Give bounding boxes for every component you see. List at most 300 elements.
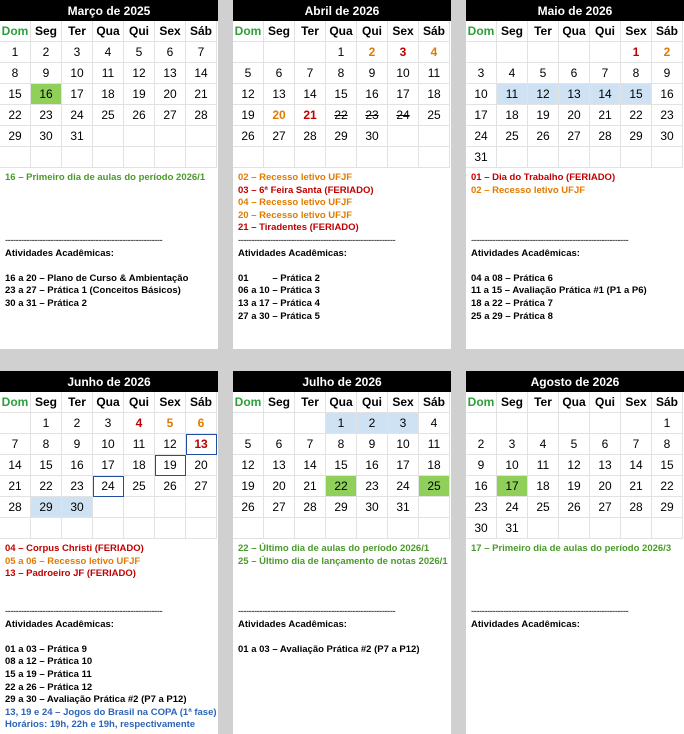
day-cell: 20: [264, 105, 295, 126]
activity-item: 15 a 19 – Prática 11: [5, 668, 92, 680]
event-note: 22 – Último dia de aulas do período 2026/1: [238, 543, 430, 554]
day-cell: 23: [31, 105, 62, 126]
day-cell: 26: [233, 497, 264, 518]
day-cell: 26: [124, 105, 155, 126]
blank-line: [238, 260, 446, 273]
empty-day-cell: [93, 518, 124, 539]
activity-item: 25 a 29 – Prática 8: [471, 310, 553, 322]
day-cell: 5: [528, 63, 559, 84]
weekday-header: Ter: [528, 21, 559, 42]
day-cell: 5: [233, 63, 264, 84]
day-cell: 11: [419, 63, 450, 84]
event-note: 04 – Corpus Christi (FERIADO): [5, 543, 144, 554]
day-cell: 13: [559, 84, 590, 105]
empty-day-cell: [466, 42, 497, 63]
day-cell: 5: [233, 434, 264, 455]
day-cell: 12: [559, 455, 590, 476]
empty-day-cell: [186, 497, 217, 518]
day-cell: 7: [295, 63, 326, 84]
activity-item: 01 a 03 – Prática 9: [5, 643, 87, 655]
day-cell: 23: [62, 476, 93, 497]
day-cell: 18: [124, 455, 155, 476]
day-cell: 20: [559, 105, 590, 126]
day-cell: 25: [124, 476, 155, 497]
day-cell: 11: [419, 434, 450, 455]
empty-day-cell: [528, 147, 559, 168]
empty-day-cell: [233, 518, 264, 539]
empty-day-cell: [559, 147, 590, 168]
empty-day-cell: [528, 42, 559, 63]
weekday-header: Sex: [388, 21, 419, 42]
day-cell: 28: [0, 497, 31, 518]
weekday-header: Qui: [590, 392, 621, 413]
day-cell: 24: [62, 105, 93, 126]
day-cell: 31: [497, 518, 528, 539]
empty-day-cell: [419, 147, 450, 168]
day-cell: 30: [652, 126, 683, 147]
activity-item: 23 a 27 – Prática 1 (Conceitos Básicos): [5, 285, 181, 297]
day-cell: 30: [357, 497, 388, 518]
weekday-header: Qua: [326, 392, 357, 413]
day-cell: 31: [388, 497, 419, 518]
empty-day-cell: [419, 518, 450, 539]
day-cell: 25: [497, 126, 528, 147]
day-cell: 11: [497, 84, 528, 105]
notes-section: [466, 539, 684, 644]
month-title: Maio de 2026: [466, 0, 684, 21]
day-cell: 2: [357, 42, 388, 63]
day-cell: 14: [186, 63, 217, 84]
day-cell: 27: [155, 105, 186, 126]
day-cell: 1: [652, 413, 683, 434]
weekday-header: Ter: [62, 21, 93, 42]
day-cell: 24: [93, 476, 124, 497]
activities-title: Atividades Acadêmicas:: [238, 247, 347, 259]
day-cell: 7: [590, 63, 621, 84]
day-cell: 29: [652, 497, 683, 518]
separator-line: -----------------------------------------------------------: [5, 605, 163, 617]
activities-title: Atividades Acadêmicas:: [238, 618, 347, 630]
weekday-header: Sex: [388, 392, 419, 413]
day-cell: 29: [0, 126, 31, 147]
empty-day-cell: [652, 518, 683, 539]
weekday-header: Qui: [357, 21, 388, 42]
blank-line: [238, 568, 446, 581]
day-cell: 15: [652, 455, 683, 476]
day-cell: 30: [357, 126, 388, 147]
empty-day-cell: [124, 126, 155, 147]
day-cell: 24: [466, 126, 497, 147]
event-note: 16 – Primeiro dia de aulas do período 2026/1: [5, 172, 206, 183]
month-title: Julho de 2026: [233, 371, 451, 392]
blank-line: [5, 185, 213, 198]
day-cell: 1: [31, 413, 62, 434]
blank-line: [471, 593, 679, 606]
weekday-header: Sáb: [186, 21, 217, 42]
separator-line: -----------------------------------------------------------: [238, 234, 396, 246]
empty-day-cell: [155, 126, 186, 147]
day-cell: 17: [466, 105, 497, 126]
day-cell: 4: [93, 42, 124, 63]
activity-item: 30 a 31 – Prática 2: [5, 297, 87, 309]
day-cell: 29: [621, 126, 652, 147]
empty-day-cell: [155, 497, 186, 518]
separator-line: -----------------------------------------------------------: [238, 605, 396, 617]
activity-item: 16 a 20 – Plano de Curso & Ambientação: [5, 272, 189, 284]
calendar-grid: [0, 21, 218, 168]
day-cell: 14: [295, 455, 326, 476]
empty-day-cell: [590, 518, 621, 539]
event-note: 03 – 6ª Feira Santa (FERIADO): [238, 184, 374, 196]
weekday-header: Qui: [124, 21, 155, 42]
day-cell: 22: [326, 476, 357, 497]
event-note: 02 – Recesso letivo UFJF: [238, 172, 353, 183]
month-title: Agosto de 2026: [466, 371, 684, 392]
notes-section: [466, 168, 684, 323]
day-cell: 2: [466, 434, 497, 455]
day-cell: 12: [233, 455, 264, 476]
day-cell: 15: [621, 84, 652, 105]
day-cell: 3: [62, 42, 93, 63]
empty-day-cell: [590, 413, 621, 434]
blank-line: [238, 631, 446, 644]
day-cell: 20: [264, 476, 295, 497]
blank-line: [5, 631, 213, 644]
activities-title: Atividades Acadêmicas:: [471, 618, 580, 630]
empty-day-cell: [155, 518, 186, 539]
day-cell: 19: [528, 105, 559, 126]
day-cell: 10: [466, 84, 497, 105]
empty-day-cell: [528, 518, 559, 539]
day-cell: 20: [155, 84, 186, 105]
day-cell: 13: [264, 84, 295, 105]
day-cell: 16: [466, 476, 497, 497]
weekday-header: Seg: [264, 21, 295, 42]
day-cell: 13: [264, 455, 295, 476]
day-cell: 6: [559, 63, 590, 84]
weekday-header: Seg: [497, 392, 528, 413]
blank-line: [238, 593, 446, 606]
day-cell: 18: [419, 84, 450, 105]
day-cell: 27: [590, 497, 621, 518]
day-cell: 14: [621, 455, 652, 476]
day-cell: 25: [419, 476, 450, 497]
day-cell: 15: [326, 84, 357, 105]
weekday-header: Sex: [155, 392, 186, 413]
day-cell: 12: [233, 84, 264, 105]
day-cell: 22: [326, 105, 357, 126]
empty-day-cell: [497, 413, 528, 434]
day-cell: 24: [388, 105, 419, 126]
day-cell: 20: [590, 476, 621, 497]
day-cell: 11: [93, 63, 124, 84]
day-cell: 19: [559, 476, 590, 497]
blank-line: [238, 581, 446, 594]
empty-day-cell: [559, 518, 590, 539]
month-panel-julho: [233, 371, 451, 734]
empty-day-cell: [0, 147, 31, 168]
day-cell: 30: [62, 497, 93, 518]
day-cell: 6: [155, 42, 186, 63]
activity-item: 22 a 26 – Prática 12: [5, 681, 93, 693]
day-cell: 14: [590, 84, 621, 105]
day-cell: 13: [155, 63, 186, 84]
empty-day-cell: [62, 147, 93, 168]
activity-item: 08 a 12 – Prática 10: [5, 656, 93, 668]
empty-day-cell: [233, 413, 264, 434]
day-cell: 28: [590, 126, 621, 147]
day-cell: 3: [388, 413, 419, 434]
empty-day-cell: [388, 147, 419, 168]
blank-line: [5, 197, 213, 210]
blank-line: [5, 581, 213, 594]
weekday-header: Dom: [0, 392, 31, 413]
day-cell: 19: [233, 105, 264, 126]
day-cell: 6: [186, 413, 217, 434]
empty-day-cell: [186, 126, 217, 147]
day-cell: 14: [295, 84, 326, 105]
day-cell: 2: [357, 413, 388, 434]
day-cell: 9: [652, 63, 683, 84]
month-title: Março de 2025: [0, 0, 218, 21]
weekday-header: Qui: [590, 21, 621, 42]
empty-day-cell: [621, 413, 652, 434]
weekday-header: Qua: [93, 21, 124, 42]
day-cell: 31: [62, 126, 93, 147]
day-cell: 8: [326, 63, 357, 84]
calendar-grid: [233, 21, 451, 168]
blank-line: [471, 631, 679, 644]
day-cell: 3: [388, 42, 419, 63]
day-cell: 7: [186, 42, 217, 63]
day-cell: 28: [186, 105, 217, 126]
day-cell: 21: [590, 105, 621, 126]
empty-day-cell: [264, 518, 295, 539]
event-note: 25 – Último dia de lançamento de notas 2026/1: [238, 555, 448, 567]
empty-day-cell: [31, 147, 62, 168]
empty-day-cell: [93, 147, 124, 168]
month-panel-junho: [0, 371, 218, 734]
weekday-header: Qua: [326, 21, 357, 42]
event-note: 17 – Primeiro dia de aulas do período 2026/3: [471, 543, 672, 554]
day-cell: 16: [652, 84, 683, 105]
day-cell: 13: [186, 434, 217, 455]
day-cell: 3: [497, 434, 528, 455]
empty-day-cell: [93, 497, 124, 518]
empty-day-cell: [621, 147, 652, 168]
day-cell: 31: [466, 147, 497, 168]
weekday-header: Qui: [357, 392, 388, 413]
day-cell: 17: [93, 455, 124, 476]
blank-line: [5, 210, 213, 223]
empty-day-cell: [357, 147, 388, 168]
blank-line: [471, 568, 679, 581]
blank-line: [5, 593, 213, 606]
day-cell: 27: [559, 126, 590, 147]
day-cell: 29: [31, 497, 62, 518]
empty-day-cell: [124, 518, 155, 539]
day-cell: 9: [31, 63, 62, 84]
day-cell: 29: [326, 126, 357, 147]
day-cell: 4: [528, 434, 559, 455]
empty-day-cell: [264, 42, 295, 63]
activity-item: 04 a 08 – Prática 6: [471, 272, 553, 284]
day-cell: 6: [264, 63, 295, 84]
empty-day-cell: [295, 147, 326, 168]
day-cell: 26: [233, 126, 264, 147]
empty-day-cell: [295, 518, 326, 539]
day-cell: 8: [326, 434, 357, 455]
month-panel-agosto: [466, 371, 684, 734]
event-note: 20 – Recesso letivo UFJF: [238, 209, 353, 221]
separator-line: -----------------------------------------------------------: [471, 605, 629, 617]
day-cell: 26: [528, 126, 559, 147]
weekday-header: Dom: [466, 21, 497, 42]
empty-day-cell: [466, 413, 497, 434]
empty-day-cell: [31, 518, 62, 539]
calendar-grid: [466, 392, 684, 539]
blank-line: [471, 260, 679, 273]
day-cell: 7: [621, 434, 652, 455]
event-note: 04 – Recesso letivo UFJF: [238, 197, 353, 209]
day-cell: 20: [186, 455, 217, 476]
month-title: Abril de 2026: [233, 0, 451, 21]
empty-day-cell: [233, 147, 264, 168]
day-cell: 8: [652, 434, 683, 455]
event-note: 01 – Dia do Trabalho (FERIADO): [471, 172, 616, 183]
day-cell: 17: [497, 476, 528, 497]
notes-section: [233, 539, 451, 656]
weekday-header: Seg: [497, 21, 528, 42]
empty-day-cell: [590, 42, 621, 63]
empty-day-cell: [0, 518, 31, 539]
day-cell: 6: [264, 434, 295, 455]
weekday-header: Sáb: [652, 21, 683, 42]
empty-day-cell: [264, 147, 295, 168]
day-cell: 19: [124, 84, 155, 105]
day-cell: 10: [93, 434, 124, 455]
separator-line: -----------------------------------------------------------: [471, 234, 629, 246]
weekday-header: Qua: [93, 392, 124, 413]
empty-day-cell: [388, 126, 419, 147]
weekday-header: Sex: [621, 392, 652, 413]
notes-section: [233, 168, 451, 323]
day-cell: 24: [388, 476, 419, 497]
empty-day-cell: [233, 42, 264, 63]
day-cell: 22: [0, 105, 31, 126]
empty-day-cell: [93, 126, 124, 147]
day-cell: 15: [0, 84, 31, 105]
day-cell: 3: [466, 63, 497, 84]
empty-day-cell: [326, 147, 357, 168]
activity-item: 06 a 10 – Prática 3: [238, 285, 320, 297]
empty-day-cell: [652, 147, 683, 168]
day-cell: 22: [621, 105, 652, 126]
empty-day-cell: [295, 42, 326, 63]
day-cell: 23: [357, 105, 388, 126]
day-cell: 16: [31, 84, 62, 105]
weekday-header: Sáb: [652, 392, 683, 413]
day-cell: 21: [186, 84, 217, 105]
empty-day-cell: [388, 518, 419, 539]
notes-section: [0, 539, 218, 732]
day-cell: 14: [0, 455, 31, 476]
day-cell: 10: [388, 434, 419, 455]
day-cell: 27: [186, 476, 217, 497]
day-cell: 25: [528, 497, 559, 518]
calendar-grid: [0, 392, 218, 539]
activity-item: 01 – Prática 2: [238, 272, 320, 284]
weekday-header: Sáb: [186, 392, 217, 413]
empty-day-cell: [124, 497, 155, 518]
weekday-header: Dom: [466, 392, 497, 413]
day-cell: 10: [497, 455, 528, 476]
weekday-header: Dom: [233, 392, 264, 413]
month-panel-maio: [466, 0, 684, 349]
empty-day-cell: [0, 413, 31, 434]
day-cell: 29: [326, 497, 357, 518]
weekday-header: Dom: [0, 21, 31, 42]
day-cell: 16: [357, 84, 388, 105]
day-cell: 30: [466, 518, 497, 539]
empty-day-cell: [528, 413, 559, 434]
blank-line: [471, 210, 679, 223]
day-cell: 4: [419, 413, 450, 434]
blank-line: [5, 222, 213, 235]
activities-title: Atividades Acadêmicas:: [471, 247, 580, 259]
day-cell: 28: [295, 497, 326, 518]
day-cell: 8: [0, 63, 31, 84]
day-cell: 15: [31, 455, 62, 476]
activity-item: 11 a 15 – Avaliação Prática #1 (P1 a P6): [471, 285, 647, 297]
empty-day-cell: [295, 413, 326, 434]
empty-day-cell: [559, 413, 590, 434]
activity-item: 01 a 03 – Avaliação Prática #2 (P7 a P12): [238, 643, 420, 655]
day-cell: 5: [559, 434, 590, 455]
weekday-header: Ter: [62, 392, 93, 413]
day-cell: 11: [528, 455, 559, 476]
empty-day-cell: [186, 518, 217, 539]
day-cell: 4: [419, 42, 450, 63]
empty-day-cell: [497, 42, 528, 63]
day-cell: 21: [295, 476, 326, 497]
day-cell: 9: [466, 455, 497, 476]
empty-day-cell: [419, 497, 450, 518]
weekday-header: Sáb: [419, 392, 450, 413]
empty-day-cell: [357, 518, 388, 539]
day-cell: 9: [357, 63, 388, 84]
empty-day-cell: [326, 518, 357, 539]
blank-line: [471, 581, 679, 594]
day-cell: 15: [326, 455, 357, 476]
copa-note: Horários: 19h, 22h e 19h, respectivamente: [5, 719, 196, 731]
empty-day-cell: [264, 413, 295, 434]
day-cell: 28: [621, 497, 652, 518]
empty-day-cell: [155, 147, 186, 168]
activity-item: 29 a 30 – Avaliação Prática #2 (P7 a P12): [5, 694, 187, 706]
blank-line: [471, 197, 679, 210]
day-cell: 26: [155, 476, 186, 497]
event-note: 05 a 06 – Recesso letivo UFJF: [5, 555, 141, 567]
activities-title: Atividades Acadêmicas:: [5, 618, 114, 630]
weekday-header: Qua: [559, 392, 590, 413]
day-cell: 2: [62, 413, 93, 434]
day-cell: 1: [621, 42, 652, 63]
day-cell: 18: [528, 476, 559, 497]
calendar-grid: [466, 21, 684, 168]
day-cell: 21: [295, 105, 326, 126]
day-cell: 17: [62, 84, 93, 105]
